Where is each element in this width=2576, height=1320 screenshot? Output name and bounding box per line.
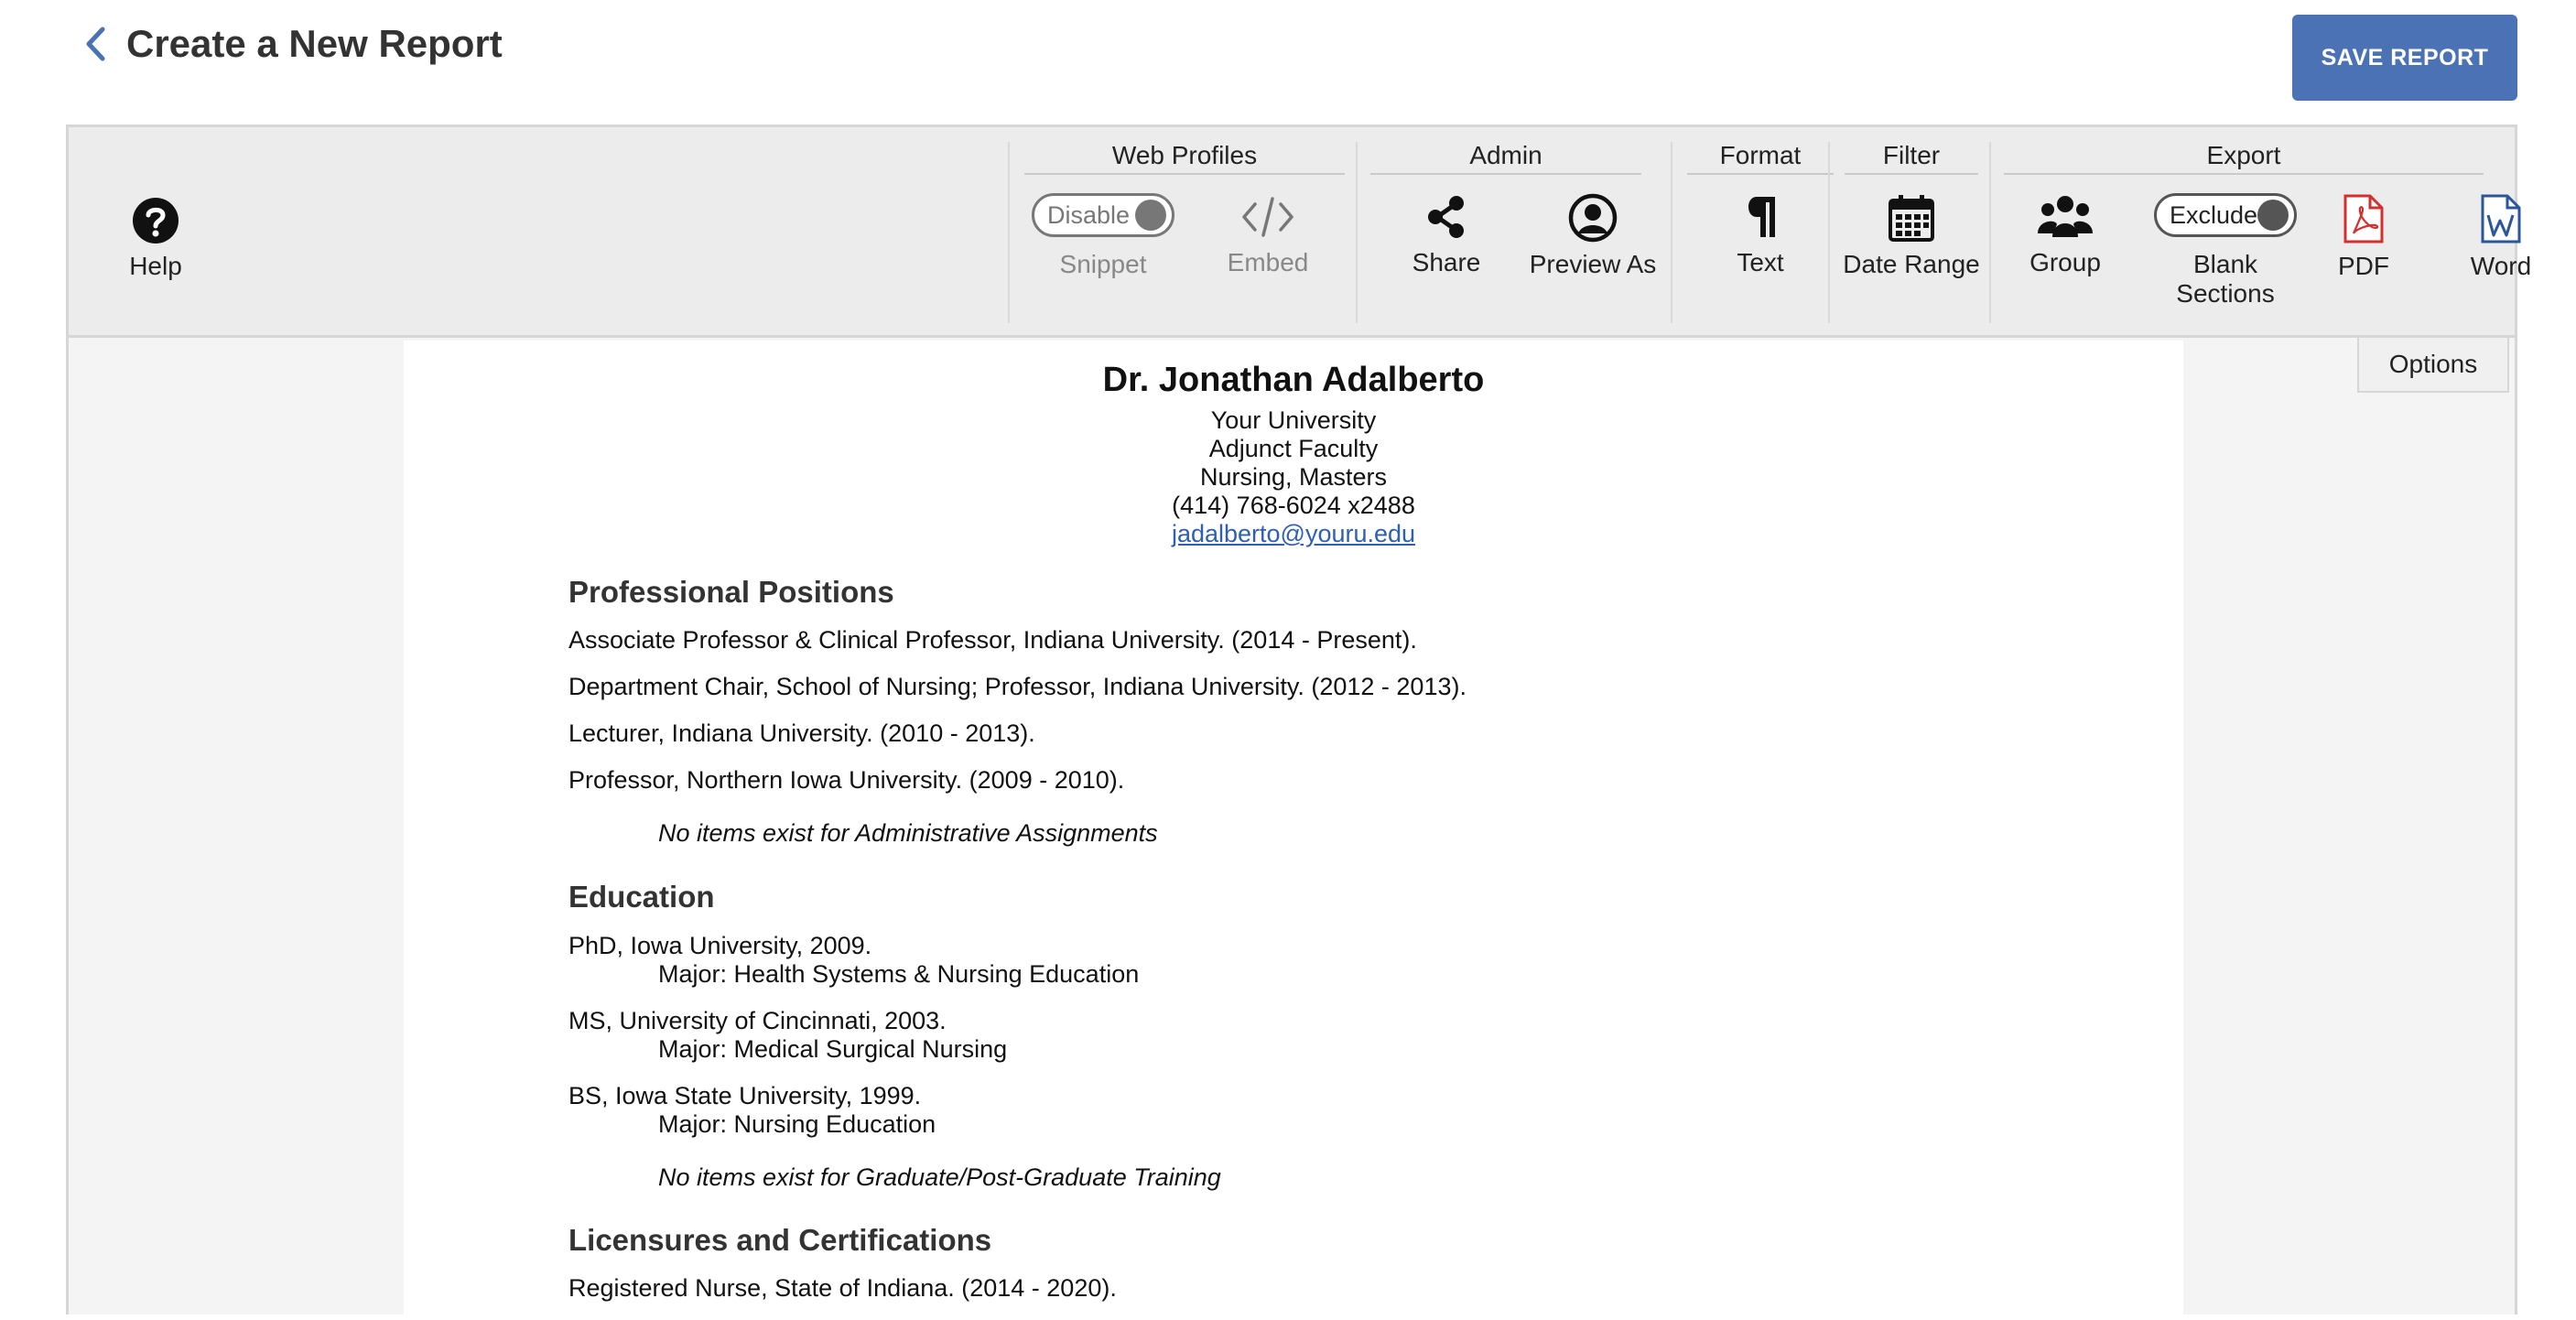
word-file-icon [2480, 193, 2522, 244]
list-item-detail: Major: Health Systems & Nursing Education [658, 960, 1140, 988]
empty-section-note: No items exist for Administrative Assignments [658, 819, 1158, 847]
list-item: Professor, Northern Iowa University. (2009 - 2010). [568, 766, 1125, 794]
toggle-knob [1135, 200, 1166, 231]
report-department: Nursing, Masters [1199, 463, 1388, 491]
report-phone: (414) 768-6024 x2488 [1172, 492, 1415, 519]
group-format: Format [1687, 140, 1834, 175]
report-email-link[interactable]: jadalberto@youru.edu [1171, 520, 1416, 547]
list-item: Associate Professor & Clinical Professor, Indiana University. (2014 - Present). [568, 626, 1417, 654]
section-title-licensures: Licensures and Certifications [568, 1223, 992, 1257]
calendar-icon [1888, 193, 1935, 243]
blank-sections-tool[interactable] [2152, 193, 2299, 308]
divider [1828, 142, 1830, 323]
blank-sections-label [2176, 250, 2274, 308]
user-circle-icon [1568, 193, 1618, 243]
share-button[interactable] [1396, 193, 1497, 277]
group-filter: Filter [1845, 140, 1978, 175]
snippet-label: Snippet [1059, 250, 1147, 278]
text-label: Text [1737, 248, 1784, 276]
options-tab[interactable]: Options [2357, 338, 2509, 393]
report-university: Your University [1210, 406, 1377, 434]
divider [1671, 142, 1672, 323]
report-email-line [404, 520, 2183, 548]
top-bar [0, 0, 2576, 124]
snippet-toggle-label: Disable [1047, 200, 1131, 229]
text-format-button[interactable] [1715, 193, 1806, 277]
word-label: Word [2470, 252, 2532, 280]
group-button[interactable] [2009, 193, 2121, 277]
chevron-left-icon [83, 26, 107, 62]
list-item: Registered Nurse, State of Indiana. (2014 - 2020). [568, 1274, 1117, 1302]
share-icon [1423, 193, 1470, 241]
list-item: PhD, Iowa University, 2009. [568, 932, 872, 959]
preview-as-label: Preview As [1529, 250, 1657, 278]
group-export: Export [2004, 140, 2484, 175]
code-icon [1240, 193, 1295, 241]
report-editor [66, 124, 2532, 1315]
toggle-knob [2257, 200, 2289, 231]
divider [1356, 142, 1358, 323]
pdf-label: PDF [2338, 252, 2389, 280]
group-web-profiles: Web Profiles [1024, 140, 1345, 175]
list-item: Lecturer, Indiana University. (2010 - 2013). [568, 720, 1035, 747]
pdf-file-icon [2343, 193, 2385, 244]
group-admin: Admin [1370, 140, 1641, 175]
list-item: Department Chair, School of Nursing; Professor, Indiana University. (2012 - 2013). [568, 673, 1467, 700]
section-title-education: Education [568, 880, 715, 914]
help-label: Help [129, 252, 182, 280]
blank-sections-toggle-label: Exclude [2170, 200, 2258, 229]
empty-section-note: No items exist for Graduate/Post-Graduate Training [658, 1163, 1221, 1191]
embed-label: Embed [1227, 248, 1309, 276]
save-report-button[interactable]: SAVE REPORT [2292, 15, 2517, 101]
section-title-positions: Professional Positions [568, 575, 894, 609]
page-title: Create a New Report [126, 22, 503, 65]
question-circle-icon [132, 197, 179, 244]
blank-sections-toggle[interactable] [2154, 193, 2297, 237]
blank-sections-label-line2: Sections [2176, 279, 2275, 308]
snippet-toggle[interactable] [1032, 193, 1174, 237]
list-item: MS, University of Cincinnati, 2003. [568, 1007, 947, 1034]
pilcrow-icon [1742, 193, 1779, 241]
list-item: BS, Iowa State University, 1999. [568, 1082, 922, 1109]
date-range-button[interactable] [1835, 193, 1987, 279]
divider [1989, 142, 1991, 323]
report-preview [404, 341, 2183, 1320]
report-name: Dr. Jonathan Adalberto [1102, 361, 1485, 399]
list-item-detail: Major: Nursing Education [658, 1110, 936, 1138]
date-range-label: Date Range [1843, 250, 1980, 278]
blank-sections-label-line1: Blank [2192, 250, 2258, 278]
group-label: Group [2029, 248, 2101, 276]
divider [1008, 142, 1010, 323]
help-button[interactable] [114, 197, 197, 281]
report-toolbar [69, 127, 2532, 338]
snippet-tool[interactable] [1030, 193, 1176, 279]
report-role: Adjunct Faculty [1208, 435, 1379, 462]
export-word-button[interactable] [2449, 193, 2553, 281]
back-button[interactable] [77, 22, 114, 66]
preview-as-button[interactable] [1524, 193, 1661, 279]
export-pdf-button[interactable] [2313, 193, 2414, 281]
embed-button[interactable] [1213, 193, 1323, 277]
share-label: Share [1412, 248, 1481, 276]
users-icon [2037, 193, 2094, 241]
list-item-detail: Major: Medical Surgical Nursing [658, 1035, 1008, 1063]
